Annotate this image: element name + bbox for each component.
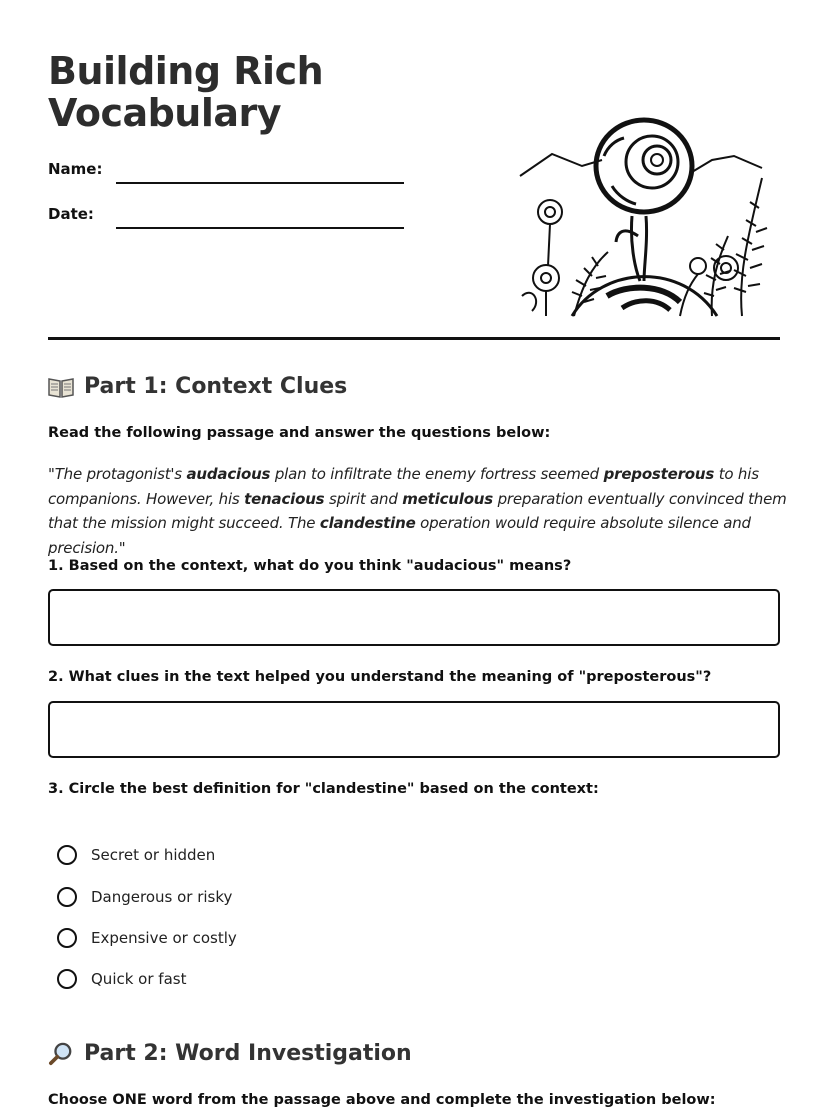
- option-2[interactable]: [57, 884, 232, 910]
- question-1: 1. Based on the context, what do you think "audacious" means?: [48, 558, 572, 574]
- magnifying-glass-icon: [48, 1042, 74, 1066]
- open-book-icon: [48, 375, 74, 399]
- passage-text: spirit and: [324, 489, 403, 508]
- date-label: Date:: [48, 205, 94, 223]
- passage-text: to his companions. However, his: [48, 465, 759, 508]
- option-1[interactable]: [57, 842, 215, 868]
- vocab-word: preposterous: [603, 465, 715, 483]
- header-divider: [48, 337, 780, 340]
- vocab-word: audacious: [186, 465, 271, 483]
- name-field[interactable]: [48, 160, 408, 190]
- decorative-tree-illustration: [512, 116, 780, 320]
- part1-heading: [48, 374, 347, 399]
- date-field[interactable]: [48, 205, 408, 235]
- answer-box-2[interactable]: [48, 701, 780, 758]
- part2-heading: [48, 1041, 412, 1066]
- page-title: [48, 50, 468, 134]
- passage-text: operation would require absolute silence and precision.": [48, 514, 751, 557]
- title-line-1: Building Rich: [48, 49, 324, 93]
- vocab-word: meticulous: [402, 489, 494, 508]
- option-4[interactable]: [57, 966, 186, 992]
- question-3: 3. Circle the best definition for "clandestine" based on the context:: [48, 781, 599, 797]
- vocab-word: clandestine: [319, 514, 416, 532]
- name-line[interactable]: [116, 182, 404, 184]
- reading-passage: [48, 462, 788, 560]
- option-circle[interactable]: [57, 887, 77, 907]
- title-line-2: Vocabulary: [48, 91, 282, 135]
- date-line[interactable]: [116, 227, 404, 229]
- option-label: Secret or hidden: [91, 846, 216, 864]
- part1-instruction: Read the following passage and answer the questions below:: [48, 425, 551, 441]
- option-circle[interactable]: [57, 845, 77, 865]
- option-circle[interactable]: [57, 969, 77, 989]
- passage-text: plan to infiltrate the enemy fortress seemed: [270, 465, 604, 483]
- option-label: Quick or fast: [91, 970, 187, 988]
- option-circle[interactable]: [57, 928, 77, 948]
- option-3[interactable]: [57, 925, 237, 951]
- question-2: 2. What clues in the text helped you understand the meaning of "preposterous"?: [48, 669, 712, 685]
- name-label: Name:: [48, 160, 103, 178]
- option-label: Dangerous or risky: [91, 888, 233, 906]
- part2-heading-text: Part 2: Word Investigation: [84, 1041, 412, 1066]
- part1-heading-text: Part 1: Context Clues: [84, 374, 348, 399]
- vocab-word: tenacious: [244, 489, 325, 508]
- option-label: Expensive or costly: [91, 929, 237, 947]
- passage-text: "The protagonist's: [48, 465, 187, 483]
- part2-instruction: Choose ONE word from the passage above and complete the investigation below:: [48, 1092, 716, 1108]
- passage-text: preparation eventually convinced them that the mission might succeed. The: [48, 489, 787, 532]
- answer-box-1[interactable]: [48, 589, 780, 646]
